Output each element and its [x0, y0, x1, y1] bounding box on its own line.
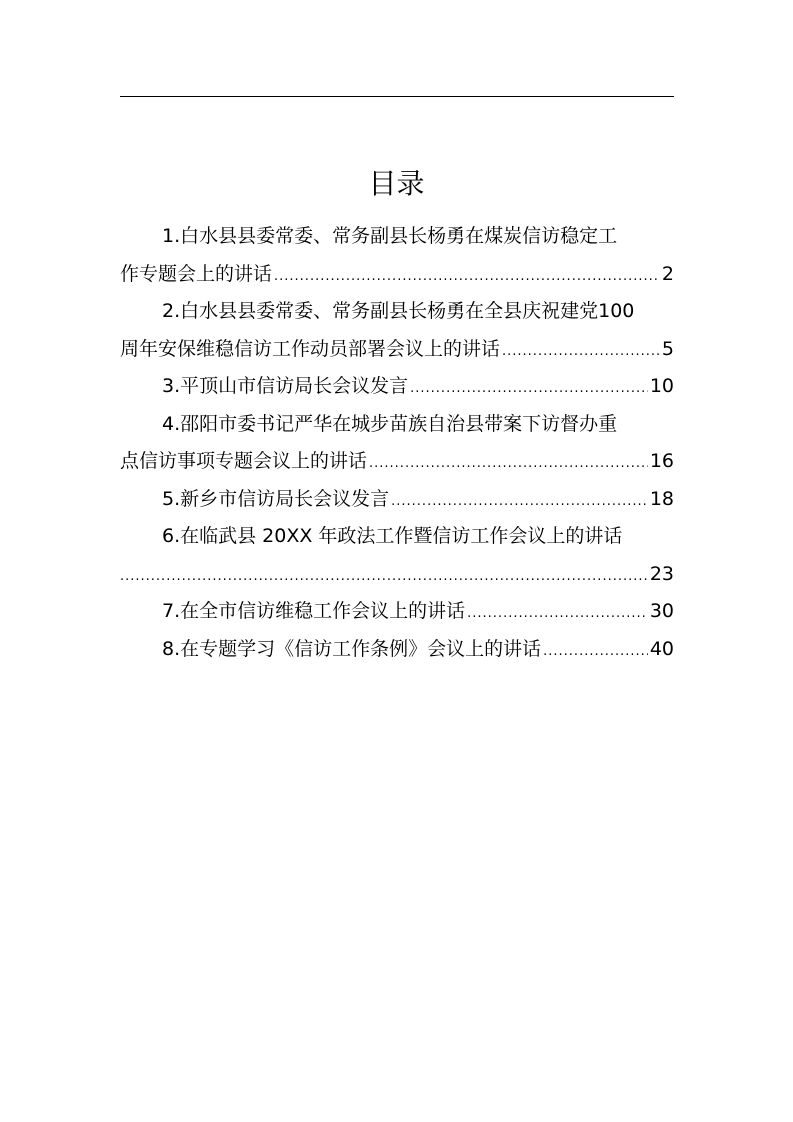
toc-entry-line: [120, 218, 674, 256]
dot-leader: [120, 558, 648, 596]
dot-leader: [391, 483, 648, 521]
toc-page-number: 30: [649, 600, 674, 622]
toc-page-number: 2: [661, 262, 674, 285]
toc-entry-6[interactable]: [120, 518, 674, 593]
toc-entry-title-cont: 作专题会上的讲话: [120, 262, 273, 285]
toc-entry-line: [120, 256, 674, 294]
toc-page-number: 5: [661, 337, 674, 360]
toc-entry-line: [120, 556, 674, 594]
toc-page-number: 10: [649, 375, 674, 397]
toc-entry-title: 8.在专题学习《信访工作条例》会议上的讲话: [162, 637, 542, 660]
toc-entry-3[interactable]: [120, 368, 674, 406]
toc-page-number: 40: [649, 637, 674, 660]
toc-page-number: 18: [649, 487, 674, 510]
dot-leader: [410, 370, 648, 408]
toc-entry-line: [120, 293, 674, 331]
toc-entry-title: 2.白水县县委常委、常务副县长杨勇在全县庆祝建党100: [162, 300, 635, 322]
toc-entry-5[interactable]: [120, 481, 674, 519]
dot-leader: [543, 633, 648, 671]
toc-entry-line: [120, 481, 674, 519]
table-of-contents: [120, 218, 674, 668]
toc-entry-4[interactable]: [120, 406, 674, 481]
toc-page-number: 23: [649, 562, 674, 585]
header-rule: [120, 96, 674, 97]
toc-entry-title: 6.在临武县 20XX 年政法工作暨信访工作会议上的讲话: [162, 525, 623, 547]
toc-entry-line: [120, 331, 674, 369]
toc-entry-line: [120, 593, 674, 631]
toc-entry-line: [120, 443, 674, 481]
dot-leader: [274, 258, 660, 296]
toc-entry-title: 4.邵阳市委书记严华在城步苗族自治县带案下访督办重: [162, 412, 618, 435]
toc-entry-8[interactable]: [120, 631, 674, 669]
toc-entry-title: 7.在全市信访维稳工作会议上的讲话: [162, 600, 466, 622]
toc-entry-line: [120, 406, 674, 444]
dot-leader: [369, 445, 648, 483]
toc-entry-title: 1.白水县县委常委、常务副县长杨勇在煤炭信访稳定工: [162, 225, 618, 247]
dot-leader: [467, 595, 648, 633]
toc-entry-title-cont: 点信访事项专题会议上的讲话: [120, 450, 368, 472]
toc-entry-line: [120, 631, 674, 669]
toc-entry-title: 5.新乡市信访局长会议发言: [162, 487, 390, 510]
toc-entry-1[interactable]: [120, 218, 674, 293]
toc-page-number: 16: [649, 450, 674, 472]
dot-leader: [502, 333, 660, 371]
toc-entry-2[interactable]: [120, 293, 674, 368]
toc-entry-title-cont: 周年安保维稳信访工作动员部署会议上的讲话: [120, 337, 501, 360]
toc-entry-line: [120, 518, 674, 556]
toc-entry-7[interactable]: [120, 593, 674, 631]
toc-entry-title: 3.平顶山市信访局长会议发言: [162, 375, 409, 397]
toc-title: 目录: [368, 167, 425, 200]
toc-entry-line: [120, 368, 674, 406]
